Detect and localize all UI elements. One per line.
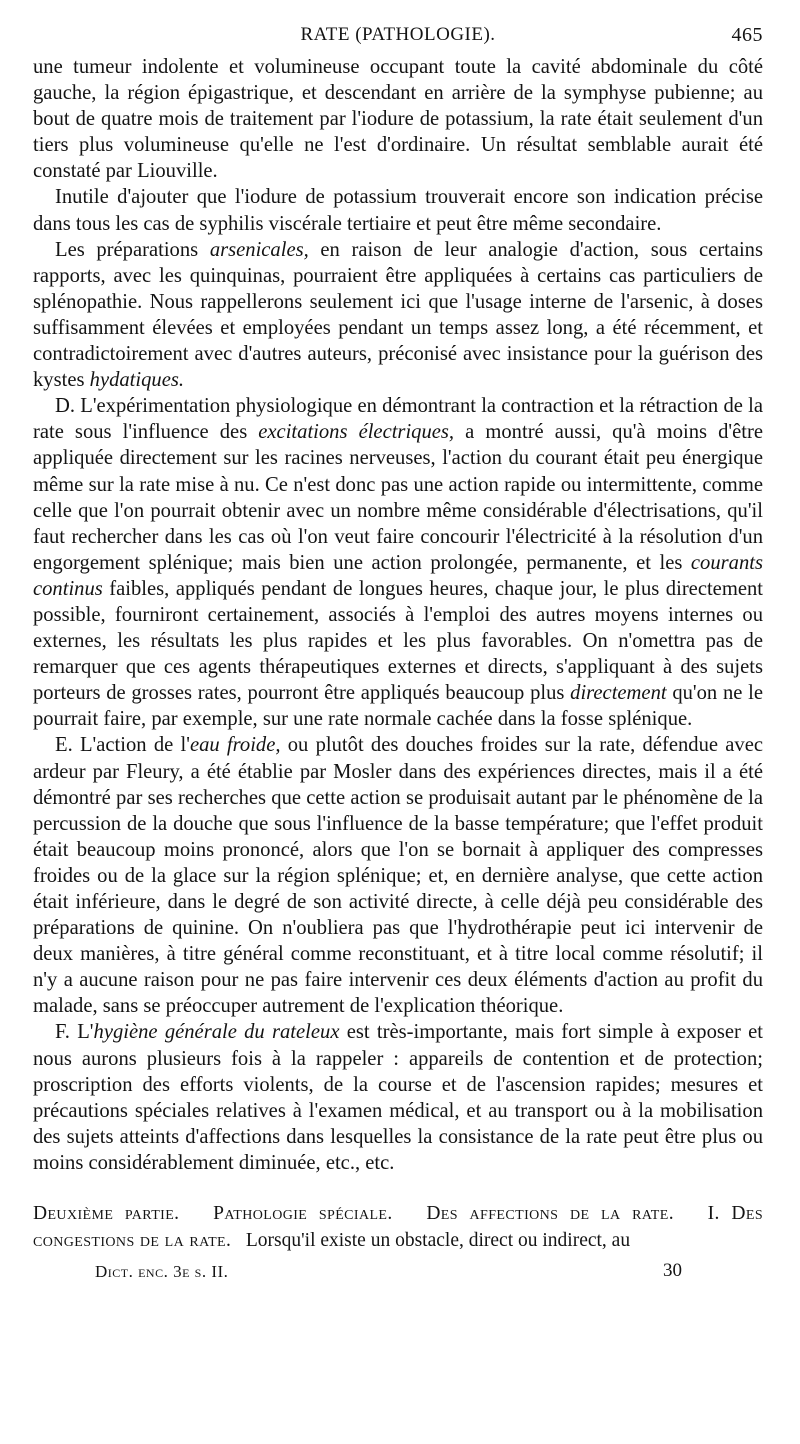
sheet-number: 30 [663, 1260, 682, 1282]
text-run: est très-importante, mais fort simple à exposer et nous aurons plusieurs fois à la rappeler : appareils de contention et de protection; proscription des efforts violents, de la course et de l'ascension rapides; mesures et précautions spéciales relatives à l'examen médical, et au transport ou à la mobilisation des sujets atteints d'affections dans lesquelles la consistance de la rate peut être plus ou moins considérablement diminuée, etc., etc. [33, 1021, 764, 1174]
paragraph-continuation: une tumeur indolente et volumineuse occupant toute la cavité abdominale du côté gauche, la région épigastrique, et descendant en arrière de la symphyse pubienne; au bout de quatre mois de traitement par l'iodure de potassium, la rate était seulement d'un tiers plus volumineuse qu'elle ne l'est d'ordinaire. Un résultat semblable aurait été constaté par Liouville. [33, 56, 763, 183]
heading-continuation-text: Lorsqu'il existe un obstacle, direct ou indirect, au [245, 1230, 631, 1252]
text-run: a montré aussi, qu'à moins d'être appliquée directement sur les racines nerveuses, l'action du courant était peu énergique même sur la rate mise à nu. Ce n'est donc pas une action rapide ou intermittente, comme celle que l'on pourrait obtenir avec un nombre même considérable d'électrisations, qu'il faut rechercher dans les cas où l'on veut faire concourir l'électricité à la résolution d'un engorgement splénique; mais bien une action prolongée, permanente, et les [33, 421, 763, 574]
printer-signature: Dict. enc. 3e s. II. [95, 1262, 229, 1282]
part-subject: Des affections de la rate. [426, 1203, 674, 1225]
italic-term: eau froide, [189, 734, 281, 757]
text-run: qu'on ne le pourrait faire, par exemple, sur une rate normale cachée dans la fosse splénique. [33, 682, 763, 731]
paragraph-electricite [33, 393, 763, 732]
italic-term: hydatiques. [89, 369, 185, 392]
body-text [33, 54, 763, 1176]
text-run: D. L'expérimentation physiologique en démontrant la contraction et la rétraction de la rate sous l'influence des [33, 395, 763, 444]
text-run: Les préparations [55, 238, 210, 261]
book-page [33, 24, 763, 1290]
page-number: 465 [731, 24, 763, 46]
section-heading [33, 1200, 763, 1254]
running-header [33, 24, 763, 54]
chapter-title: I. Des congestions de la rate. [33, 1203, 764, 1252]
paragraph-iodure: Inutile d'ajouter que l'iodure de potassium trouverait encore son indication précise dans tous les cas de syphilis viscérale tertiaire et peut être même secondaire. [33, 186, 763, 235]
text-run: F. L' [55, 1021, 94, 1044]
text-run: faibles, appliqués pendant de longues heures, chaque jour, le plus directement possible, fourniront certainement, associés à l'emploi des autres moyens internes ou externes, les résultats les plus rapides et les plus favorables. On n'omettra pas de remarquer que ces agents thérapeutiques externes et directs, s'appliquant à des sujets porteurs de grosses rates, pourront être appliqués beaucoup plus [33, 577, 763, 705]
italic-term: excitations électriques, [258, 421, 455, 444]
italic-term: directement [570, 682, 667, 705]
running-title: RATE (PATHOLOGIE). [300, 24, 496, 45]
part-label: Deuxième partie. [33, 1203, 180, 1225]
italic-term: courants continus [33, 551, 763, 600]
text-run: ou plutôt des douches froides sur la rate, défendue avec ardeur par Fleury, a été établie par Mosler dans des expériences directes, mais il a été démontré par ses recherches que cette action se produisait autant par le phénomène de la percussion de la douche que sous l'influence de la basse température; que l'effet produit était beaucoup moins prononcé, alors que l'on se bornait à appliquer des compresses froides ou de la glace sur la région splénique; et, en dernière analyse, que cette action était inférieure, dans le degré de son activité directe, à celle déjà peu considérable des préparations de quinine. On n'oubliera pas que l'hydrothérapie peut ici intervenir de deux manières, à titre général comme reconstituant, et à titre local comme résolutif; il n'y a aucune raison pour ne pas faire intervenir ces deux éléments d'action au profit du malade, sans se préoccuper autrement de l'explication théorique. [33, 734, 763, 1018]
part-title: Pathologie spéciale. [213, 1203, 393, 1225]
paragraph-arsenicales [33, 237, 763, 394]
text-run: en raison de leur analogie d'action, sous certains rapports, avec les quinquinas, pourraient être appliquées à certains cas particuliers de splénopathie. Nous rappellerons seulement ici que l'usage interne de l'arsenic, à doses suffisamment élevées et employées pendant un temps assez long, a été récemment, et contradictoirement avec d'autres auteurs, préconisé avec insistance pour la guérison des kystes [33, 238, 763, 392]
paragraph-hygiene [33, 1019, 763, 1176]
italic-term: arsenicales, [209, 238, 309, 261]
italic-term: hygiène générale du rateleux [93, 1021, 340, 1044]
page-footer [33, 1262, 763, 1290]
paragraph-eau-froide [33, 732, 763, 1019]
text-run: E. L'action de l' [55, 734, 190, 757]
